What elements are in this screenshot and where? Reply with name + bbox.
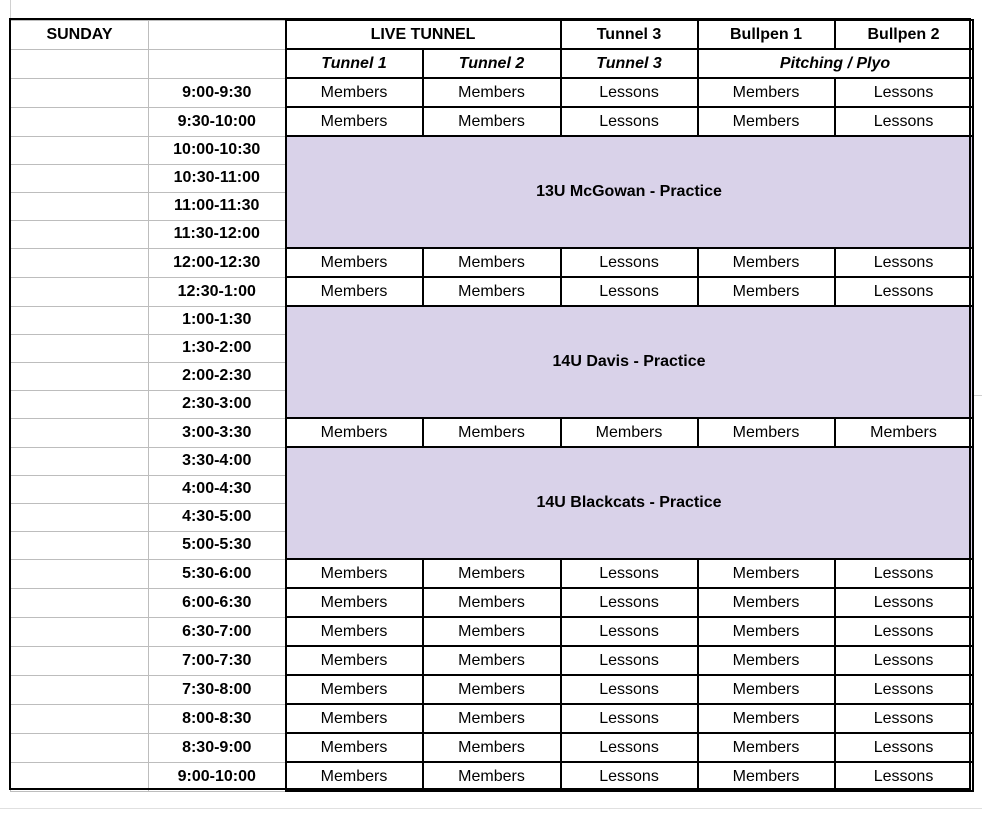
time-slot-row	[11, 617, 973, 646]
members-slot[interactable]: Members	[698, 704, 835, 733]
members-slot[interactable]: Members	[698, 559, 835, 588]
row-label-cell[interactable]	[11, 107, 149, 136]
day-label[interactable]: SUNDAY	[11, 20, 149, 49]
group-bullpen-1[interactable]: Bullpen 1	[698, 20, 835, 49]
sheet-gridline	[10, 0, 11, 18]
row-label-cell[interactable]	[11, 334, 149, 362]
practice-block[interactable]: 14U Blackcats - Practice	[286, 447, 973, 559]
time-slot-label[interactable]: 9:00-10:00	[149, 762, 286, 791]
members-slot[interactable]: Members	[286, 277, 423, 306]
row-label-cell[interactable]	[11, 390, 149, 418]
row-label-cell[interactable]	[11, 733, 149, 762]
members-slot[interactable]: Members	[286, 646, 423, 675]
subheader-tunnel-1[interactable]: Tunnel 1	[286, 49, 423, 78]
lessons-slot[interactable]: Lessons	[835, 559, 973, 588]
practice-block[interactable]: 13U McGowan - Practice	[286, 136, 973, 248]
time-slot-label[interactable]: 5:30-6:00	[149, 559, 286, 588]
header-row	[11, 20, 973, 49]
members-slot[interactable]: Members	[423, 248, 561, 277]
row-label-cell[interactable]	[11, 531, 149, 559]
members-slot[interactable]: Members	[698, 646, 835, 675]
members-slot[interactable]: Members	[698, 78, 835, 107]
empty-header-cell[interactable]	[11, 49, 149, 78]
members-slot[interactable]: Members	[698, 762, 835, 791]
members-slot[interactable]: Members	[286, 107, 423, 136]
row-label-cell[interactable]	[11, 503, 149, 531]
lessons-slot[interactable]: Lessons	[835, 277, 973, 306]
time-slot-label[interactable]: 12:00-12:30	[149, 248, 286, 277]
time-slot-label[interactable]: 2:30-3:00	[149, 390, 286, 418]
sheet-gridline	[0, 808, 982, 809]
members-slot[interactable]: Members	[698, 277, 835, 306]
time-slot-row	[11, 248, 973, 277]
time-slot-label[interactable]: 7:00-7:30	[149, 646, 286, 675]
lessons-slot[interactable]: Lessons	[835, 588, 973, 617]
row-label-cell[interactable]	[11, 164, 149, 192]
members-slot[interactable]: Members	[423, 733, 561, 762]
group-live-tunnel[interactable]: LIVE TUNNEL	[286, 20, 561, 49]
row-label-cell[interactable]	[11, 248, 149, 277]
members-slot[interactable]: Members	[698, 675, 835, 704]
row-label-cell[interactable]	[11, 704, 149, 733]
row-label-cell[interactable]	[11, 646, 149, 675]
row-label-cell[interactable]	[11, 617, 149, 646]
sheet-gridline	[974, 395, 982, 396]
members-slot[interactable]: Members	[698, 107, 835, 136]
time-slot-row	[11, 306, 973, 334]
time-slot-label[interactable]: 1:30-2:00	[149, 334, 286, 362]
group-bullpen-2[interactable]: Bullpen 2	[835, 20, 973, 49]
row-label-cell[interactable]	[11, 136, 149, 164]
members-slot[interactable]: Members	[423, 646, 561, 675]
time-slot-label[interactable]: 11:00-11:30	[149, 192, 286, 220]
time-slot-label[interactable]: 5:00-5:30	[149, 531, 286, 559]
time-slot-label[interactable]: 9:00-9:30	[149, 78, 286, 107]
subheader-tunnel-2[interactable]: Tunnel 2	[423, 49, 561, 78]
lessons-slot[interactable]: Lessons	[835, 704, 973, 733]
time-slot-label[interactable]: 10:30-11:00	[149, 164, 286, 192]
practice-block[interactable]: 14U Davis - Practice	[286, 306, 973, 418]
subheader-row	[11, 49, 973, 78]
lessons-slot[interactable]: Lessons	[561, 277, 698, 306]
members-slot[interactable]: Members	[698, 617, 835, 646]
members-slot[interactable]: Members	[286, 78, 423, 107]
empty-header-cell[interactable]	[149, 20, 286, 49]
row-label-cell[interactable]	[11, 675, 149, 704]
members-slot[interactable]: Members	[286, 733, 423, 762]
members-slot[interactable]: Members	[698, 733, 835, 762]
time-slot-label[interactable]: 4:00-4:30	[149, 475, 286, 503]
members-slot[interactable]: Members	[423, 277, 561, 306]
lessons-slot[interactable]: Lessons	[561, 248, 698, 277]
subheader-tunnel-3[interactable]: Tunnel 3	[561, 49, 698, 78]
time-slot-row	[11, 704, 973, 733]
members-slot[interactable]: Members	[561, 418, 698, 447]
lessons-slot[interactable]: Lessons	[835, 675, 973, 704]
time-slot-label[interactable]: 3:30-4:00	[149, 447, 286, 475]
schedule-table	[10, 19, 974, 792]
row-label-cell[interactable]	[11, 220, 149, 248]
time-slot-label[interactable]: 11:30-12:00	[149, 220, 286, 248]
members-slot[interactable]: Members	[835, 418, 973, 447]
lessons-slot[interactable]: Lessons	[835, 248, 973, 277]
time-slot-row	[11, 646, 973, 675]
time-slot-row	[11, 136, 973, 164]
time-slot-label[interactable]: 9:30-10:00	[149, 107, 286, 136]
lessons-slot[interactable]: Lessons	[561, 762, 698, 791]
members-slot[interactable]: Members	[286, 418, 423, 447]
group-tunnel-3[interactable]: Tunnel 3	[561, 20, 698, 49]
time-slot-row	[11, 277, 973, 306]
lessons-slot[interactable]: Lessons	[561, 588, 698, 617]
row-label-cell[interactable]	[11, 762, 149, 791]
lessons-slot[interactable]: Lessons	[835, 762, 973, 791]
members-slot[interactable]: Members	[286, 248, 423, 277]
time-slot-row	[11, 559, 973, 588]
members-slot[interactable]: Members	[286, 617, 423, 646]
empty-header-cell[interactable]	[149, 49, 286, 78]
members-slot[interactable]: Members	[423, 418, 561, 447]
members-slot[interactable]: Members	[286, 704, 423, 733]
members-slot[interactable]: Members	[286, 762, 423, 791]
members-slot[interactable]: Members	[423, 704, 561, 733]
time-slot-row	[11, 447, 973, 475]
lessons-slot[interactable]: Lessons	[835, 107, 973, 136]
lessons-slot[interactable]: Lessons	[561, 617, 698, 646]
time-slot-label[interactable]: 10:00-10:30	[149, 136, 286, 164]
time-slot-label[interactable]: 7:30-8:00	[149, 675, 286, 704]
row-label-cell[interactable]	[11, 559, 149, 588]
members-slot[interactable]: Members	[286, 675, 423, 704]
lessons-slot[interactable]: Lessons	[561, 733, 698, 762]
time-slot-row	[11, 588, 973, 617]
time-slot-label[interactable]: 8:00-8:30	[149, 704, 286, 733]
row-label-cell[interactable]	[11, 588, 149, 617]
time-slot-row	[11, 733, 973, 762]
members-slot[interactable]: Members	[286, 588, 423, 617]
row-label-cell[interactable]	[11, 306, 149, 334]
time-slot-row	[11, 107, 973, 136]
time-slot-row	[11, 675, 973, 704]
members-slot[interactable]: Members	[698, 418, 835, 447]
time-slot-label[interactable]: 3:00-3:30	[149, 418, 286, 447]
time-slot-row	[11, 418, 973, 447]
lessons-slot[interactable]: Lessons	[835, 78, 973, 107]
row-label-cell[interactable]	[11, 475, 149, 503]
lessons-slot[interactable]: Lessons	[835, 617, 973, 646]
members-slot[interactable]: Members	[698, 248, 835, 277]
time-slot-label[interactable]: 4:30-5:00	[149, 503, 286, 531]
time-slot-label[interactable]: 2:00-2:30	[149, 362, 286, 390]
time-slot-label[interactable]: 6:00-6:30	[149, 588, 286, 617]
time-slot-label[interactable]: 1:00-1:30	[149, 306, 286, 334]
row-label-cell[interactable]	[11, 78, 149, 107]
members-slot[interactable]: Members	[423, 107, 561, 136]
time-slot-row	[11, 78, 973, 107]
lessons-slot[interactable]: Lessons	[561, 675, 698, 704]
members-slot[interactable]: Members	[423, 559, 561, 588]
members-slot[interactable]: Members	[423, 588, 561, 617]
time-slot-label[interactable]: 12:30-1:00	[149, 277, 286, 306]
members-slot[interactable]: Members	[423, 78, 561, 107]
subheader-pitching-plyo[interactable]: Pitching / Plyo	[698, 49, 973, 78]
members-slot[interactable]: Members	[423, 675, 561, 704]
lessons-slot[interactable]: Lessons	[561, 559, 698, 588]
lessons-slot[interactable]: Lessons	[835, 646, 973, 675]
members-slot[interactable]: Members	[423, 617, 561, 646]
members-slot[interactable]: Members	[423, 762, 561, 791]
members-slot[interactable]: Members	[286, 559, 423, 588]
members-slot[interactable]: Members	[698, 588, 835, 617]
row-label-cell[interactable]	[11, 277, 149, 306]
time-slot-label[interactable]: 8:30-9:00	[149, 733, 286, 762]
lessons-slot[interactable]: Lessons	[561, 107, 698, 136]
lessons-slot[interactable]: Lessons	[561, 646, 698, 675]
lessons-slot[interactable]: Lessons	[835, 733, 973, 762]
row-label-cell[interactable]	[11, 447, 149, 475]
row-label-cell[interactable]	[11, 418, 149, 447]
lessons-slot[interactable]: Lessons	[561, 704, 698, 733]
lessons-slot[interactable]: Lessons	[561, 78, 698, 107]
row-label-cell[interactable]	[11, 192, 149, 220]
time-slot-row	[11, 762, 973, 791]
row-label-cell[interactable]	[11, 362, 149, 390]
time-slot-label[interactable]: 6:30-7:00	[149, 617, 286, 646]
